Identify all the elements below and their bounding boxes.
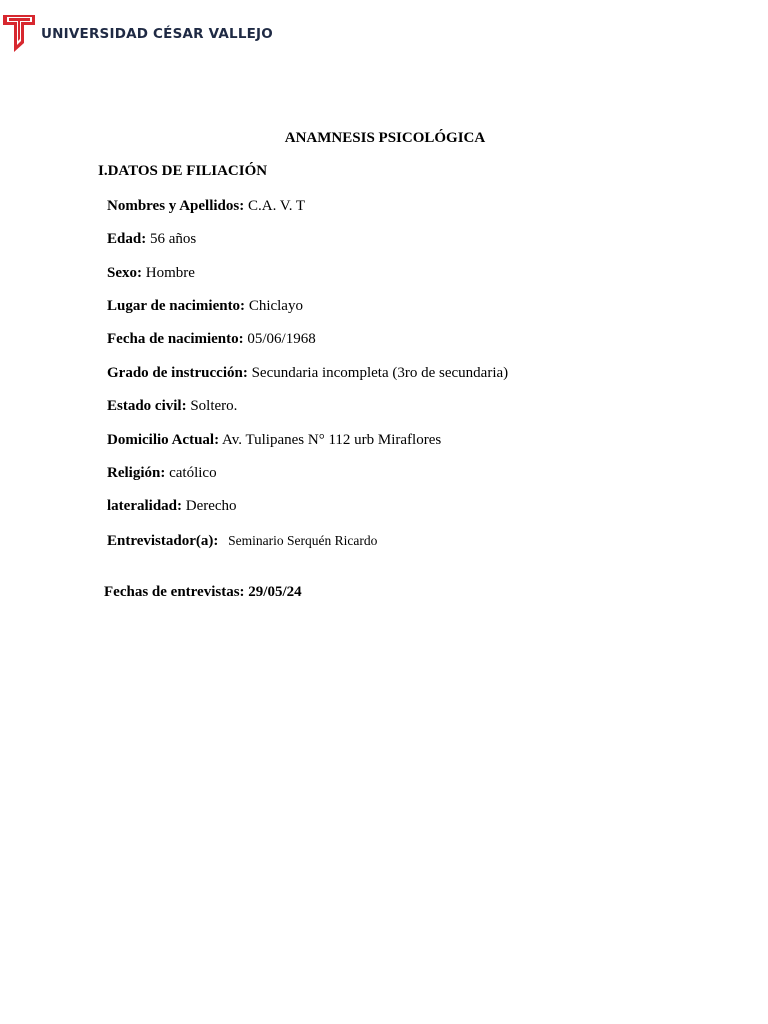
field-estado-civil [107,398,237,415]
field-value: 05/06/1968 [247,331,316,347]
interview-dates-value: 29/05/24 [248,584,302,600]
field-grado-instruccion [107,365,508,382]
field-label: Lugar de nacimiento: [107,298,246,314]
university-shield-icon [2,13,36,53]
field-label: Estado civil: [107,398,187,414]
field-label: Sexo: [107,265,142,281]
field-edad [107,231,196,248]
field-value: 56 años [149,231,197,247]
field-label: Fecha de nacimiento: [107,331,244,347]
field-label: lateralidad: [107,498,182,514]
university-logo [2,13,273,53]
field-value: Secundaria incompleta (3ro de secundaria) [251,365,509,381]
field-sexo [107,265,195,282]
field-label: Nombres y Apellidos: [107,198,245,214]
field-label: Entrevistador(a): [107,533,219,549]
field-entrevistador [107,533,377,550]
field-lugar-nacimiento [107,298,303,315]
field-fecha-nacimiento [107,331,316,348]
logo-text: UNIVERSIDAD CÉSAR VALLEJO [41,26,273,42]
interview-dates [104,584,302,601]
field-value: Soltero. [190,398,238,414]
field-religion [107,465,217,482]
field-nombres [107,198,305,215]
field-label: Grado de instrucción: [107,365,248,381]
field-value: Chiclayo [248,298,303,314]
field-value: católico [169,465,217,481]
field-value: Seminario Serquén Ricardo [228,533,378,548]
field-label: Edad: [107,231,147,247]
field-value: C.A. V. T [247,198,306,214]
section-title: I.DATOS DE FILIACIÓN [98,163,268,179]
field-label: Domicilio Actual: [107,432,220,448]
interview-dates-label: Fechas de entrevistas: [104,584,245,600]
field-domicilio [107,432,441,449]
field-lateralidad [107,498,237,515]
document-title: ANAMNESIS PSICOLÓGICA [284,130,486,146]
field-value: Av. Tulipanes N° 112 urb Miraflores [222,432,442,448]
field-label: Religión: [107,465,166,481]
field-value: Hombre [145,265,195,281]
field-value: Derecho [185,498,237,514]
